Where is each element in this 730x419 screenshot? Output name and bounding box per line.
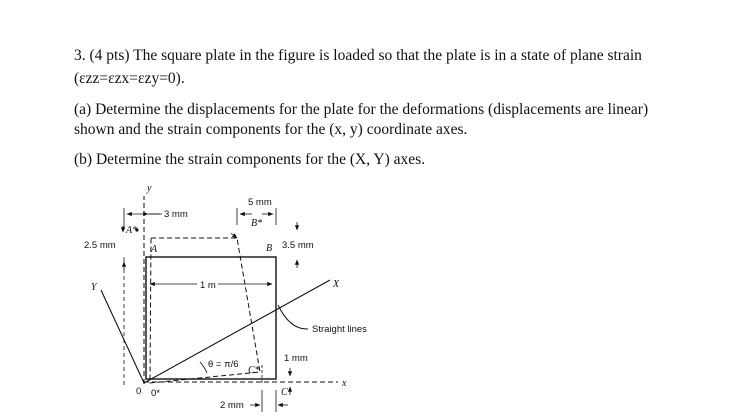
straight-lines-label: Straight lines: [312, 324, 367, 335]
dim-2mm: 2 mm: [220, 400, 244, 411]
label-B: B: [266, 243, 273, 254]
part-a-line-1: (a) Determine the displacements for the plate for the deformations (displacements are linear): [74, 101, 649, 118]
y-axis-label: y: [147, 183, 152, 194]
Y-axis-line: [101, 290, 144, 383]
part-a-line-2: shown and the strain components for the (x, y) coordinate axes.: [74, 121, 468, 138]
dim-3-5mm: 3.5 mm: [282, 240, 314, 251]
label-C: C: [281, 387, 288, 398]
part-b: (b) Determine the strain components for the (X, Y) axes.: [74, 151, 426, 168]
Y-axis-label: Y: [91, 282, 97, 293]
label-C-star: C*: [248, 365, 260, 376]
label-B-star: B*: [251, 218, 263, 229]
label-A: A: [151, 244, 158, 255]
x-axis-label: x: [342, 378, 347, 389]
label-O-star: 0*: [151, 388, 160, 399]
dim-3mm: 3 mm: [164, 209, 188, 220]
dim-1mm: 1 mm: [284, 353, 308, 364]
label-O: 0: [136, 386, 142, 397]
label-A-star: A*: [126, 225, 138, 236]
X-axis-label: X: [333, 279, 340, 290]
problem-line-1: 3. (4 pts) The square plate in the figure is loaded so that the plate is in a state of plane strain: [74, 47, 642, 64]
dim-5mm: 5 mm: [248, 197, 272, 208]
problem-line-2: (εzz=εzx=εzy=0).: [74, 70, 185, 87]
dim-2-5mm: 2.5 mm: [84, 240, 116, 251]
dim-1m: 1 m: [200, 280, 216, 291]
theta-label: θ = π/6: [208, 359, 239, 370]
deformed-plate: [150, 238, 260, 383]
